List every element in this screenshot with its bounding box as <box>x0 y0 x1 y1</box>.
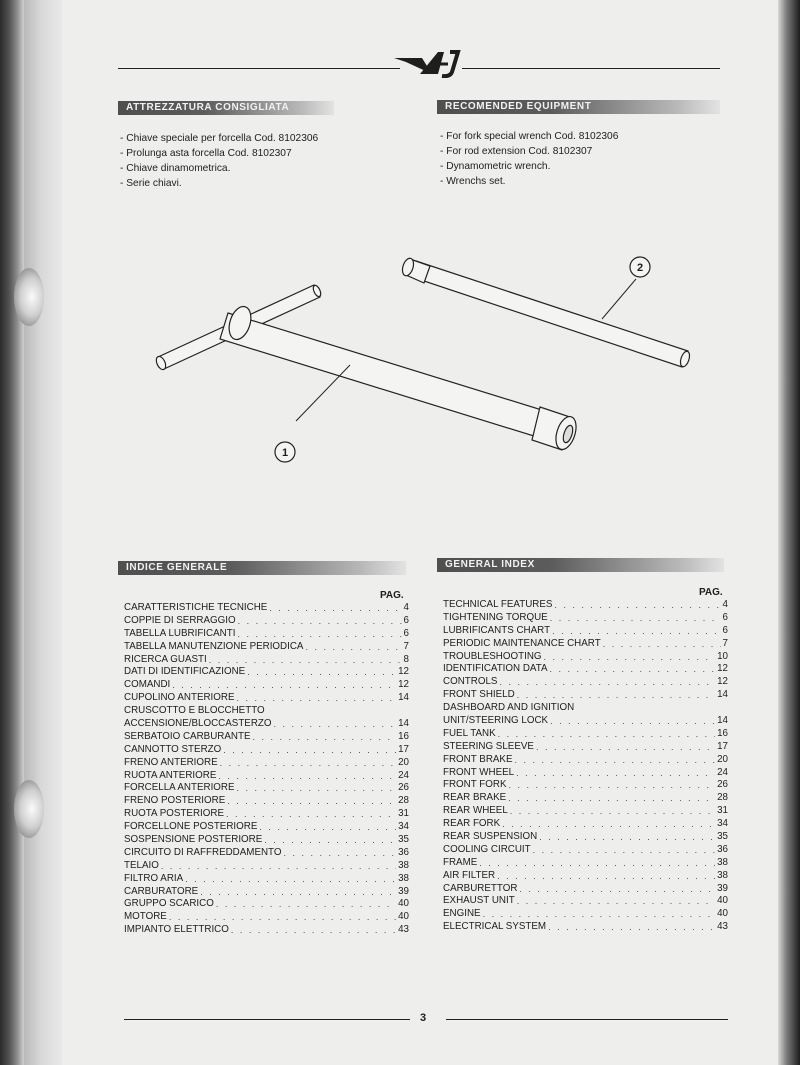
dot-leader <box>218 770 396 783</box>
dot-leader <box>499 676 715 689</box>
dot-leader <box>502 818 715 831</box>
index-entry-title: GRUPPO SCARICO <box>124 898 214 910</box>
dot-leader <box>554 599 720 612</box>
index-entry-page: 40 <box>398 898 409 910</box>
index-entry <box>443 754 728 767</box>
dot-leader <box>548 921 715 934</box>
scan-edge <box>778 0 800 1065</box>
index-entry <box>124 808 409 821</box>
index-entry <box>124 911 409 924</box>
index-entry-page: 20 <box>398 756 409 768</box>
index-entry-page: 12 <box>717 663 728 675</box>
index-entry-page: 40 <box>717 895 728 907</box>
index-entry-title: FILTRO ARIA <box>124 872 184 884</box>
index-entry-page: 34 <box>717 818 728 830</box>
scan-binding <box>0 0 24 1065</box>
index-entry-title: MOTORE <box>124 911 167 923</box>
index-list-en <box>443 599 728 934</box>
index-entry-page: 6 <box>722 611 728 623</box>
index-entry-page: 38 <box>717 856 728 868</box>
index-entry-title: ACCENSIONE/BLOCCASTERZO <box>124 718 272 729</box>
index-entry <box>124 795 409 808</box>
index-entry-title: RICERCA GUASTI <box>124 653 207 665</box>
dot-leader <box>283 847 396 860</box>
dot-leader <box>539 831 715 844</box>
dot-leader <box>252 731 396 744</box>
tools-illustration <box>140 245 700 480</box>
index-entry <box>124 615 409 628</box>
dot-leader <box>552 625 720 638</box>
index-entry-title: CARBURETTOR <box>443 882 518 894</box>
dot-leader <box>517 689 715 702</box>
list-item: - Chiave speciale per forcella Cod. 8102306 <box>120 131 318 146</box>
index-entry-title: COOLING CIRCUIT <box>443 843 531 855</box>
index-entry-title: CONTROLS <box>443 676 498 688</box>
index-entry-title: FORCELLA ANTERIORE <box>124 782 235 794</box>
index-entry-title: CUPOLINO ANTERIORE <box>124 692 235 704</box>
index-entry-page: 24 <box>398 769 409 781</box>
index-entry-title: CARATTERISTICHE TECNICHE <box>124 601 268 613</box>
dot-leader <box>226 808 396 821</box>
dot-leader <box>519 883 715 896</box>
index-entry-page: 35 <box>398 834 409 846</box>
dot-leader <box>247 666 396 679</box>
index-entry-page: 39 <box>717 882 728 894</box>
index-entry <box>443 805 728 818</box>
index-entry-page: 10 <box>717 650 728 662</box>
index-entry <box>124 641 409 654</box>
callout-1 <box>275 442 295 462</box>
index-entry-title: TELAIO <box>124 859 159 871</box>
index-heading-en: GENERAL INDEX <box>437 558 724 572</box>
dot-leader <box>227 795 396 808</box>
dot-leader <box>536 741 715 754</box>
dot-leader <box>516 767 715 780</box>
dot-leader <box>169 911 396 924</box>
index-entry <box>443 857 728 870</box>
index-entry-page: 12 <box>398 679 409 691</box>
index-entry <box>443 921 728 934</box>
index-entry <box>443 638 728 651</box>
index-entry-page: 4 <box>403 601 409 613</box>
index-entry-page: 40 <box>398 911 409 923</box>
dot-leader <box>220 757 396 770</box>
index-entry-page: 14 <box>717 689 728 701</box>
dot-leader <box>515 754 716 767</box>
index-entry-title: TABELLA MANUTENZIONE PERIODICA <box>124 640 304 652</box>
index-entry-page: 28 <box>717 792 728 804</box>
index-entry <box>443 625 728 638</box>
index-entry-title: SERBATOIO CARBURANTE <box>124 730 251 742</box>
index-entry-title: FRONT WHEEL <box>443 766 515 778</box>
list-item: - For fork special wrench Cod. 8102306 <box>440 129 618 144</box>
index-entry <box>124 860 409 873</box>
index-entry-page: 31 <box>398 808 409 820</box>
list-item: - Prolunga asta forcella Cod. 8102307 <box>120 146 318 161</box>
index-entry-page: 40 <box>717 908 728 920</box>
index-entry-page: 7 <box>722 637 728 649</box>
callout-2 <box>630 257 650 277</box>
index-entry-page: 6 <box>403 614 409 626</box>
index-entry <box>124 628 409 641</box>
pag-label-it: PAG. <box>380 590 404 601</box>
index-entry <box>124 886 409 899</box>
index-entry <box>443 702 728 715</box>
index-entry <box>443 818 728 831</box>
dot-leader <box>544 651 716 664</box>
index-entry-page: 24 <box>717 766 728 778</box>
index-entry-title: RUOTA POSTERIORE <box>124 808 224 820</box>
dot-leader <box>550 715 715 728</box>
dot-leader <box>603 638 721 651</box>
index-entry-title: PERIODIC MAINTENANCE CHART <box>443 637 601 649</box>
index-entry-title: TROUBLESHOOTING <box>443 650 542 662</box>
index-entry-page: 16 <box>398 730 409 742</box>
index-entry-title: REAR SUSPENSION <box>443 831 538 843</box>
dot-leader <box>274 718 397 731</box>
index-entry <box>124 718 409 731</box>
index-entry <box>443 779 728 792</box>
binder-ring <box>14 268 44 326</box>
index-entry <box>443 599 728 612</box>
header-rule-left <box>118 68 400 69</box>
footer-rule-left <box>124 1019 410 1020</box>
index-entry-title: CIRCUITO DI RAFFREDDAMENTO <box>124 846 282 858</box>
index-entry <box>443 612 728 625</box>
index-entry <box>443 663 728 676</box>
dot-leader <box>231 924 396 937</box>
dot-leader <box>216 898 396 911</box>
list-item: - Serie chiavi. <box>120 176 318 191</box>
dot-leader <box>508 792 715 805</box>
dot-leader <box>209 654 402 667</box>
index-entry-title: REAR FORK <box>443 818 501 830</box>
index-entry <box>124 679 409 692</box>
index-list-it <box>124 602 409 937</box>
list-item: - Wrenchs set. <box>440 174 618 189</box>
index-entry <box>124 898 409 911</box>
index-entry-page: 38 <box>717 869 728 881</box>
dot-leader <box>509 779 716 792</box>
aprilia-logo <box>392 48 468 78</box>
svg-text:2: 2 <box>636 262 644 274</box>
dot-leader <box>264 834 396 847</box>
index-entry <box>124 602 409 615</box>
index-entry <box>443 767 728 780</box>
index-entry-title: RUOTA ANTERIORE <box>124 769 217 781</box>
index-entry <box>124 770 409 783</box>
index-entry-title: DATI DI IDENTIFICAZIONE <box>124 666 246 678</box>
index-entry <box>124 692 409 705</box>
pag-label-en: PAG. <box>699 587 723 598</box>
dot-leader <box>550 612 721 625</box>
index-entry <box>124 666 409 679</box>
index-entry-page: 31 <box>717 805 728 817</box>
index-entry-page: 43 <box>717 921 728 933</box>
index-entry-title: COMANDI <box>124 679 171 691</box>
index-entry-title: ELECTRICAL SYSTEM <box>443 921 547 933</box>
index-entry-title: TECHNICAL FEATURES <box>443 598 553 610</box>
dot-leader <box>237 782 397 795</box>
section-heading-en: RECOMENDED EQUIPMENT <box>437 100 720 114</box>
index-entry-title: CRUSCOTTO E BLOCCHETTO <box>124 705 265 717</box>
dot-leader <box>172 679 396 692</box>
dot-leader <box>497 870 715 883</box>
index-entry-title: FRONT FORK <box>443 779 507 791</box>
index-entry <box>443 676 728 689</box>
index-entry-title: FORCELLONE POSTERIORE <box>124 821 258 833</box>
index-entry-page: 43 <box>398 924 409 936</box>
section-heading-it: ATTREZZATURA CONSIGLIATA <box>118 101 334 115</box>
index-entry-title: DASHBOARD AND IGNITION <box>443 702 575 714</box>
index-entry-page: 14 <box>398 692 409 704</box>
index-heading-it: INDICE GENERALE <box>118 561 406 575</box>
index-entry-title: SOSPENSIONE POSTERIORE <box>124 834 263 846</box>
index-entry <box>124 705 409 718</box>
dot-leader <box>517 895 715 908</box>
index-entry-title: ENGINE <box>443 908 481 920</box>
index-entry <box>443 883 728 896</box>
index-entry-page: 17 <box>398 743 409 755</box>
index-entry-page: 8 <box>403 653 409 665</box>
index-entry <box>443 792 728 805</box>
binding-shadow <box>24 0 66 1065</box>
index-entry-page: 26 <box>398 782 409 794</box>
index-entry-page: 7 <box>403 640 409 652</box>
rod-extension-tool <box>412 261 688 367</box>
index-entry <box>443 870 728 883</box>
index-entry-page: 12 <box>398 666 409 678</box>
index-entry <box>124 782 409 795</box>
index-entry-page: 20 <box>717 753 728 765</box>
index-entry-title: IMPIANTO ELETTRICO <box>124 924 229 936</box>
index-entry <box>124 821 409 834</box>
index-entry-title: TIGHTENING TORQUE <box>443 611 548 623</box>
index-entry-page: 36 <box>717 843 728 855</box>
index-entry <box>443 715 728 728</box>
dot-leader <box>161 860 396 873</box>
index-entry-title: IDENTIFICATION DATA <box>443 663 548 675</box>
list-item: - Chiave dinamometrica. <box>120 161 318 176</box>
index-entry <box>124 744 409 757</box>
index-entry-title: REAR BRAKE <box>443 792 507 804</box>
dot-leader <box>533 844 715 857</box>
dot-leader <box>305 641 401 654</box>
index-entry-page: 28 <box>398 795 409 807</box>
index-entry <box>124 834 409 847</box>
index-entry-title: AIR FILTER <box>443 869 496 881</box>
dot-leader <box>238 615 402 628</box>
dot-leader <box>200 886 396 899</box>
index-entry <box>443 651 728 664</box>
index-entry-title: COPPIE DI SERRAGGIO <box>124 614 236 626</box>
index-entry-page: 17 <box>717 740 728 752</box>
dot-leader <box>510 805 715 818</box>
index-entry-page: 6 <box>403 627 409 639</box>
index-entry <box>124 757 409 770</box>
index-entry <box>124 731 409 744</box>
dot-leader <box>483 908 716 921</box>
index-entry <box>443 831 728 844</box>
fork-special-wrench <box>220 313 558 441</box>
list-item: - Dynamometric wrench. <box>440 159 618 174</box>
dot-leader <box>550 663 716 676</box>
index-entry-title: STEERING SLEEVE <box>443 740 534 752</box>
footer-rule-right <box>446 1019 728 1020</box>
dot-leader <box>259 821 396 834</box>
index-entry-title: UNIT/STEERING LOCK <box>443 715 549 726</box>
index-entry-title: CARBURATORE <box>124 885 199 897</box>
dot-leader <box>269 602 401 615</box>
index-entry-page: 6 <box>722 624 728 636</box>
dot-leader <box>237 628 401 641</box>
index-entry-page: 14 <box>398 718 409 729</box>
index-entry-title: FRONT SHIELD <box>443 689 515 701</box>
index-entry <box>443 728 728 741</box>
index-entry <box>124 847 409 860</box>
index-entry-title: LUBRIFICANTS CHART <box>443 624 551 636</box>
index-entry-title: FRENO ANTERIORE <box>124 756 218 768</box>
index-entry <box>124 873 409 886</box>
dot-leader <box>223 744 396 757</box>
index-entry <box>443 689 728 702</box>
index-entry-page: 12 <box>717 676 728 688</box>
index-entry-page: 38 <box>398 859 409 871</box>
index-entry-title: FRAME <box>443 856 478 868</box>
index-entry <box>443 895 728 908</box>
index-entry-page: 36 <box>398 846 409 858</box>
header-rule-right <box>462 68 720 69</box>
dot-leader <box>498 728 715 741</box>
index-entry-page: 38 <box>398 872 409 884</box>
index-entry-page: 14 <box>717 715 728 726</box>
index-entry-page: 35 <box>717 831 728 843</box>
equipment-list-it <box>120 131 318 191</box>
dot-leader <box>479 857 715 870</box>
list-item: - For rod extension Cod. 8102307 <box>440 144 618 159</box>
dot-leader <box>185 873 396 886</box>
index-entry-title: TABELLA LUBRIFICANTI <box>124 627 236 639</box>
index-entry-title: FRENO POSTERIORE <box>124 795 226 807</box>
index-entry-page: 34 <box>398 821 409 833</box>
index-entry <box>124 654 409 667</box>
index-entry-title: FUEL TANK <box>443 727 496 739</box>
index-entry-page: 4 <box>722 598 728 610</box>
index-entry-page: 16 <box>717 727 728 739</box>
index-entry-title: CANNOTTO STERZO <box>124 743 222 755</box>
index-entry-title: REAR WHEEL <box>443 805 508 817</box>
index-entry-title: EXHAUST UNIT <box>443 895 515 907</box>
index-entry <box>124 924 409 937</box>
svg-text:1: 1 <box>281 447 289 459</box>
dot-leader <box>237 692 397 705</box>
index-entry-page: 26 <box>717 779 728 791</box>
binder-ring <box>14 780 44 838</box>
equipment-list-en <box>440 129 618 189</box>
page-number: 3 <box>420 1012 427 1024</box>
index-entry-page: 39 <box>398 885 409 897</box>
index-entry <box>443 844 728 857</box>
index-entry-title: FRONT BRAKE <box>443 753 513 765</box>
index-entry <box>443 908 728 921</box>
index-entry <box>443 741 728 754</box>
